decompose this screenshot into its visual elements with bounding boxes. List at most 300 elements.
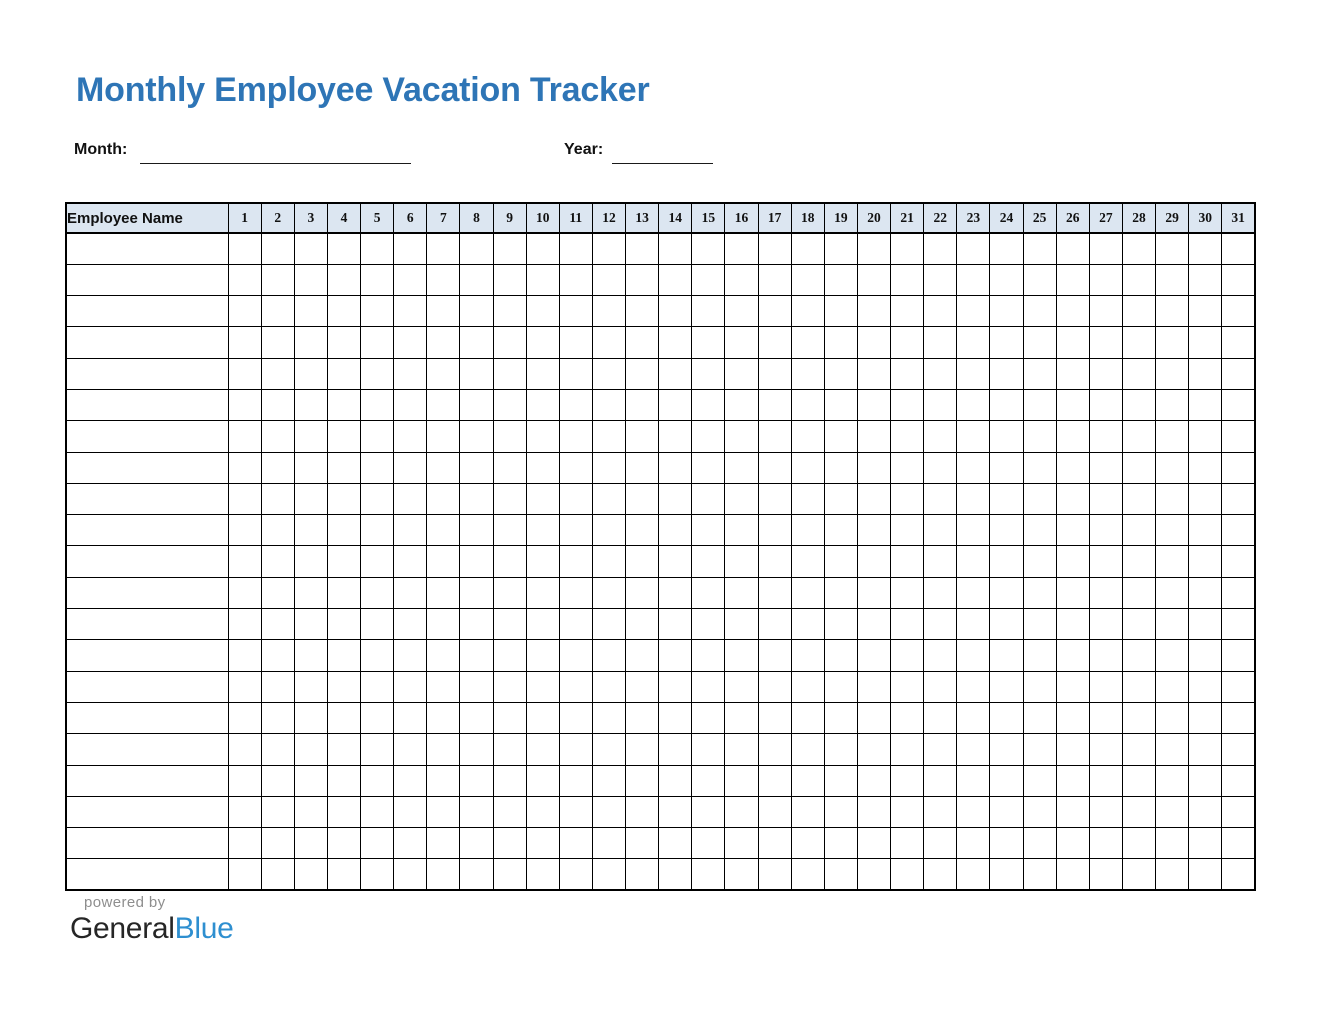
day-cell bbox=[261, 483, 294, 514]
day-cell bbox=[758, 389, 791, 420]
day-cell bbox=[725, 796, 758, 827]
day-cell bbox=[327, 546, 360, 577]
day-cell bbox=[692, 546, 725, 577]
day-cell bbox=[1222, 640, 1255, 671]
table-row bbox=[66, 765, 1255, 796]
day-cell bbox=[1122, 609, 1155, 640]
day-column-header: 8 bbox=[460, 203, 493, 233]
day-cell bbox=[1222, 515, 1255, 546]
day-cell bbox=[990, 734, 1023, 765]
day-cell bbox=[1222, 859, 1255, 890]
day-cell bbox=[1189, 452, 1222, 483]
day-cell bbox=[427, 264, 460, 295]
table-row bbox=[66, 483, 1255, 514]
day-cell bbox=[361, 264, 394, 295]
day-cell bbox=[394, 765, 427, 796]
day-cell bbox=[1122, 452, 1155, 483]
day-cell bbox=[758, 765, 791, 796]
day-cell bbox=[526, 702, 559, 733]
day-cell bbox=[990, 640, 1023, 671]
day-cell bbox=[1189, 264, 1222, 295]
day-cell bbox=[228, 264, 261, 295]
day-cell bbox=[526, 358, 559, 389]
day-cell bbox=[758, 327, 791, 358]
day-cell bbox=[1222, 296, 1255, 327]
day-cell bbox=[857, 389, 890, 420]
day-cell bbox=[294, 452, 327, 483]
day-cell bbox=[957, 264, 990, 295]
day-cell bbox=[1122, 483, 1155, 514]
day-cell bbox=[1023, 640, 1056, 671]
table-row bbox=[66, 358, 1255, 389]
employee-name-cell bbox=[66, 859, 228, 890]
day-cell bbox=[626, 515, 659, 546]
day-column-header: 14 bbox=[659, 203, 692, 233]
day-cell bbox=[1023, 389, 1056, 420]
day-column-header: 11 bbox=[559, 203, 592, 233]
day-cell bbox=[1189, 609, 1222, 640]
day-cell bbox=[559, 264, 592, 295]
table-row bbox=[66, 671, 1255, 702]
day-cell bbox=[460, 796, 493, 827]
day-cell bbox=[857, 577, 890, 608]
day-cell bbox=[626, 671, 659, 702]
day-cell bbox=[559, 358, 592, 389]
day-cell bbox=[692, 358, 725, 389]
day-cell bbox=[1156, 765, 1189, 796]
employee-name-cell bbox=[66, 483, 228, 514]
day-cell bbox=[261, 640, 294, 671]
day-cell bbox=[592, 859, 625, 890]
day-cell bbox=[824, 828, 857, 859]
employee-name-cell bbox=[66, 327, 228, 358]
day-cell bbox=[1023, 233, 1056, 264]
day-cell bbox=[361, 327, 394, 358]
day-cell bbox=[294, 327, 327, 358]
day-cell bbox=[824, 734, 857, 765]
day-cell bbox=[824, 452, 857, 483]
table-row bbox=[66, 828, 1255, 859]
day-cell bbox=[394, 233, 427, 264]
day-cell bbox=[1122, 264, 1155, 295]
day-cell bbox=[1056, 358, 1089, 389]
day-cell bbox=[394, 421, 427, 452]
employee-name-cell bbox=[66, 296, 228, 327]
day-cell bbox=[857, 609, 890, 640]
day-cell bbox=[361, 452, 394, 483]
day-column-header: 21 bbox=[891, 203, 924, 233]
day-cell bbox=[361, 640, 394, 671]
day-cell bbox=[261, 609, 294, 640]
day-cell bbox=[626, 702, 659, 733]
day-cell bbox=[659, 671, 692, 702]
day-cell bbox=[526, 421, 559, 452]
day-cell bbox=[228, 640, 261, 671]
day-cell bbox=[1189, 358, 1222, 389]
day-cell bbox=[1023, 702, 1056, 733]
day-cell bbox=[294, 859, 327, 890]
day-cell bbox=[659, 327, 692, 358]
day-cell bbox=[261, 734, 294, 765]
day-cell bbox=[493, 671, 526, 702]
day-cell bbox=[1222, 577, 1255, 608]
day-cell bbox=[327, 296, 360, 327]
day-cell bbox=[791, 233, 824, 264]
day-cell bbox=[1156, 296, 1189, 327]
day-cell bbox=[493, 702, 526, 733]
day-cell bbox=[327, 233, 360, 264]
day-cell bbox=[427, 327, 460, 358]
day-cell bbox=[427, 358, 460, 389]
day-cell bbox=[1023, 609, 1056, 640]
day-cell bbox=[559, 233, 592, 264]
day-cell bbox=[1089, 577, 1122, 608]
day-cell bbox=[592, 389, 625, 420]
day-cell bbox=[758, 828, 791, 859]
day-cell bbox=[1156, 515, 1189, 546]
day-cell bbox=[791, 640, 824, 671]
day-column-header: 15 bbox=[692, 203, 725, 233]
day-cell bbox=[327, 796, 360, 827]
day-cell bbox=[1056, 327, 1089, 358]
day-cell bbox=[228, 765, 261, 796]
employee-name-cell bbox=[66, 796, 228, 827]
general-blue-logo bbox=[70, 910, 234, 948]
day-cell bbox=[824, 671, 857, 702]
day-cell bbox=[857, 327, 890, 358]
day-cell bbox=[427, 828, 460, 859]
day-cell bbox=[526, 452, 559, 483]
day-cell bbox=[294, 389, 327, 420]
day-cell bbox=[692, 327, 725, 358]
day-cell bbox=[891, 421, 924, 452]
day-cell bbox=[1122, 828, 1155, 859]
day-cell bbox=[361, 702, 394, 733]
day-cell bbox=[327, 264, 360, 295]
employee-name-cell bbox=[66, 828, 228, 859]
day-cell bbox=[791, 327, 824, 358]
day-cell bbox=[460, 609, 493, 640]
day-cell bbox=[294, 609, 327, 640]
day-cell bbox=[1056, 296, 1089, 327]
day-cell bbox=[526, 640, 559, 671]
day-cell bbox=[1122, 796, 1155, 827]
day-cell bbox=[891, 859, 924, 890]
day-cell bbox=[1089, 702, 1122, 733]
day-cell bbox=[1189, 515, 1222, 546]
table-row bbox=[66, 546, 1255, 577]
day-cell bbox=[493, 358, 526, 389]
day-cell bbox=[526, 546, 559, 577]
day-cell bbox=[758, 546, 791, 577]
employee-name-column-header: Employee Name bbox=[66, 203, 228, 233]
day-cell bbox=[1189, 671, 1222, 702]
day-cell bbox=[361, 296, 394, 327]
day-cell bbox=[526, 859, 559, 890]
day-cell bbox=[626, 796, 659, 827]
day-cell bbox=[626, 577, 659, 608]
day-cell bbox=[692, 515, 725, 546]
day-cell bbox=[294, 577, 327, 608]
employee-name-cell bbox=[66, 389, 228, 420]
day-cell bbox=[791, 515, 824, 546]
day-cell bbox=[957, 577, 990, 608]
day-cell bbox=[626, 389, 659, 420]
day-cell bbox=[493, 765, 526, 796]
day-cell bbox=[261, 577, 294, 608]
day-cell bbox=[394, 702, 427, 733]
day-cell bbox=[228, 609, 261, 640]
day-cell bbox=[327, 452, 360, 483]
day-cell bbox=[559, 546, 592, 577]
table-row bbox=[66, 296, 1255, 327]
day-cell bbox=[957, 233, 990, 264]
day-cell bbox=[1023, 264, 1056, 295]
day-cell bbox=[493, 546, 526, 577]
day-cell bbox=[1089, 859, 1122, 890]
day-cell bbox=[228, 358, 261, 389]
day-cell bbox=[1189, 421, 1222, 452]
day-cell bbox=[427, 483, 460, 514]
day-cell bbox=[758, 233, 791, 264]
day-cell bbox=[361, 577, 394, 608]
day-cell bbox=[725, 702, 758, 733]
day-cell bbox=[692, 702, 725, 733]
day-cell bbox=[1222, 483, 1255, 514]
day-cell bbox=[261, 796, 294, 827]
day-cell bbox=[857, 859, 890, 890]
day-cell bbox=[891, 515, 924, 546]
day-cell bbox=[824, 264, 857, 295]
day-cell bbox=[957, 421, 990, 452]
day-cell bbox=[725, 828, 758, 859]
day-cell bbox=[394, 389, 427, 420]
day-cell bbox=[261, 452, 294, 483]
employee-name-cell bbox=[66, 264, 228, 295]
day-cell bbox=[559, 859, 592, 890]
day-cell bbox=[758, 421, 791, 452]
day-cell bbox=[559, 796, 592, 827]
day-cell bbox=[924, 296, 957, 327]
day-cell bbox=[791, 546, 824, 577]
day-cell bbox=[1222, 796, 1255, 827]
day-cell bbox=[427, 765, 460, 796]
day-cell bbox=[526, 577, 559, 608]
day-cell bbox=[924, 233, 957, 264]
day-cell bbox=[1122, 515, 1155, 546]
day-cell bbox=[294, 546, 327, 577]
day-cell bbox=[294, 702, 327, 733]
day-cell bbox=[327, 702, 360, 733]
day-cell bbox=[1089, 671, 1122, 702]
day-cell bbox=[990, 702, 1023, 733]
day-cell bbox=[725, 640, 758, 671]
day-cell bbox=[294, 796, 327, 827]
day-cell bbox=[559, 483, 592, 514]
day-cell bbox=[626, 233, 659, 264]
day-cell bbox=[559, 577, 592, 608]
day-cell bbox=[460, 577, 493, 608]
day-cell bbox=[725, 452, 758, 483]
day-cell bbox=[228, 452, 261, 483]
day-column-header: 24 bbox=[990, 203, 1023, 233]
day-cell bbox=[891, 264, 924, 295]
day-cell bbox=[1122, 671, 1155, 702]
day-cell bbox=[824, 546, 857, 577]
day-cell bbox=[725, 296, 758, 327]
day-cell bbox=[1189, 828, 1222, 859]
brand-name-primary: General bbox=[70, 912, 175, 945]
day-cell bbox=[791, 421, 824, 452]
day-cell bbox=[891, 640, 924, 671]
day-cell bbox=[1056, 389, 1089, 420]
day-cell bbox=[1023, 546, 1056, 577]
day-cell bbox=[427, 609, 460, 640]
day-cell bbox=[228, 577, 261, 608]
day-column-header: 1 bbox=[228, 203, 261, 233]
day-cell bbox=[692, 233, 725, 264]
day-column-header: 31 bbox=[1222, 203, 1255, 233]
employee-name-cell bbox=[66, 233, 228, 264]
table-row bbox=[66, 327, 1255, 358]
employee-name-cell bbox=[66, 421, 228, 452]
day-cell bbox=[427, 671, 460, 702]
day-cell bbox=[394, 609, 427, 640]
day-cell bbox=[891, 577, 924, 608]
day-cell bbox=[1156, 483, 1189, 514]
day-cell bbox=[361, 233, 394, 264]
day-cell bbox=[1056, 609, 1089, 640]
table-row bbox=[66, 702, 1255, 733]
day-cell bbox=[1056, 515, 1089, 546]
day-cell bbox=[1156, 609, 1189, 640]
day-cell bbox=[1189, 577, 1222, 608]
day-cell bbox=[228, 296, 261, 327]
day-cell bbox=[659, 515, 692, 546]
day-cell bbox=[857, 734, 890, 765]
year-fill-in-line bbox=[612, 141, 713, 164]
day-cell bbox=[592, 796, 625, 827]
day-cell bbox=[791, 859, 824, 890]
day-cell bbox=[1089, 828, 1122, 859]
day-cell bbox=[891, 796, 924, 827]
day-cell bbox=[824, 296, 857, 327]
day-cell bbox=[427, 640, 460, 671]
day-cell bbox=[924, 702, 957, 733]
day-cell bbox=[394, 515, 427, 546]
day-cell bbox=[758, 734, 791, 765]
day-cell bbox=[1056, 765, 1089, 796]
day-cell bbox=[891, 483, 924, 514]
day-cell bbox=[460, 421, 493, 452]
day-column-header: 13 bbox=[626, 203, 659, 233]
day-cell bbox=[559, 640, 592, 671]
day-cell bbox=[1122, 640, 1155, 671]
brand-name-accent: Blue bbox=[174, 912, 234, 945]
day-cell bbox=[261, 702, 294, 733]
day-cell bbox=[427, 546, 460, 577]
day-cell bbox=[592, 577, 625, 608]
day-cell bbox=[460, 828, 493, 859]
day-cell bbox=[891, 765, 924, 796]
table-header-row bbox=[66, 203, 1255, 233]
day-cell bbox=[692, 296, 725, 327]
day-cell bbox=[361, 515, 394, 546]
day-cell bbox=[957, 828, 990, 859]
day-cell bbox=[824, 609, 857, 640]
vacation-tracker-table bbox=[65, 202, 1256, 891]
day-cell bbox=[526, 734, 559, 765]
powered-by-label: powered by bbox=[84, 894, 166, 911]
day-cell bbox=[1122, 577, 1155, 608]
day-cell bbox=[394, 546, 427, 577]
day-cell bbox=[758, 483, 791, 514]
day-cell bbox=[692, 734, 725, 765]
day-cell bbox=[1156, 671, 1189, 702]
day-cell bbox=[1056, 452, 1089, 483]
day-cell bbox=[592, 734, 625, 765]
day-cell bbox=[1189, 796, 1222, 827]
day-cell bbox=[824, 640, 857, 671]
day-cell bbox=[261, 765, 294, 796]
day-cell bbox=[1056, 233, 1089, 264]
table-row bbox=[66, 452, 1255, 483]
day-cell bbox=[1023, 828, 1056, 859]
day-cell bbox=[990, 671, 1023, 702]
day-cell bbox=[1222, 452, 1255, 483]
day-cell bbox=[1156, 828, 1189, 859]
day-cell bbox=[692, 264, 725, 295]
day-cell bbox=[559, 828, 592, 859]
employee-name-cell bbox=[66, 765, 228, 796]
day-cell bbox=[1222, 671, 1255, 702]
day-cell bbox=[857, 702, 890, 733]
day-cell bbox=[261, 358, 294, 389]
day-cell bbox=[659, 734, 692, 765]
day-cell bbox=[1189, 734, 1222, 765]
day-cell bbox=[493, 577, 526, 608]
day-cell bbox=[1023, 421, 1056, 452]
day-cell bbox=[526, 828, 559, 859]
day-cell bbox=[228, 483, 261, 514]
day-column-header: 2 bbox=[261, 203, 294, 233]
day-cell bbox=[1023, 796, 1056, 827]
day-cell bbox=[1023, 452, 1056, 483]
day-cell bbox=[957, 515, 990, 546]
day-cell bbox=[857, 546, 890, 577]
day-cell bbox=[891, 452, 924, 483]
day-cell bbox=[493, 483, 526, 514]
day-column-header: 25 bbox=[1023, 203, 1056, 233]
day-cell bbox=[692, 765, 725, 796]
day-cell bbox=[659, 421, 692, 452]
day-cell bbox=[824, 483, 857, 514]
day-cell bbox=[725, 765, 758, 796]
day-cell bbox=[1189, 765, 1222, 796]
day-cell bbox=[857, 483, 890, 514]
day-cell bbox=[493, 796, 526, 827]
day-cell bbox=[692, 452, 725, 483]
day-cell bbox=[261, 264, 294, 295]
day-cell bbox=[460, 702, 493, 733]
day-cell bbox=[758, 264, 791, 295]
day-cell bbox=[659, 828, 692, 859]
day-cell bbox=[427, 296, 460, 327]
day-cell bbox=[559, 609, 592, 640]
day-cell bbox=[957, 358, 990, 389]
day-cell bbox=[460, 452, 493, 483]
day-cell bbox=[427, 577, 460, 608]
